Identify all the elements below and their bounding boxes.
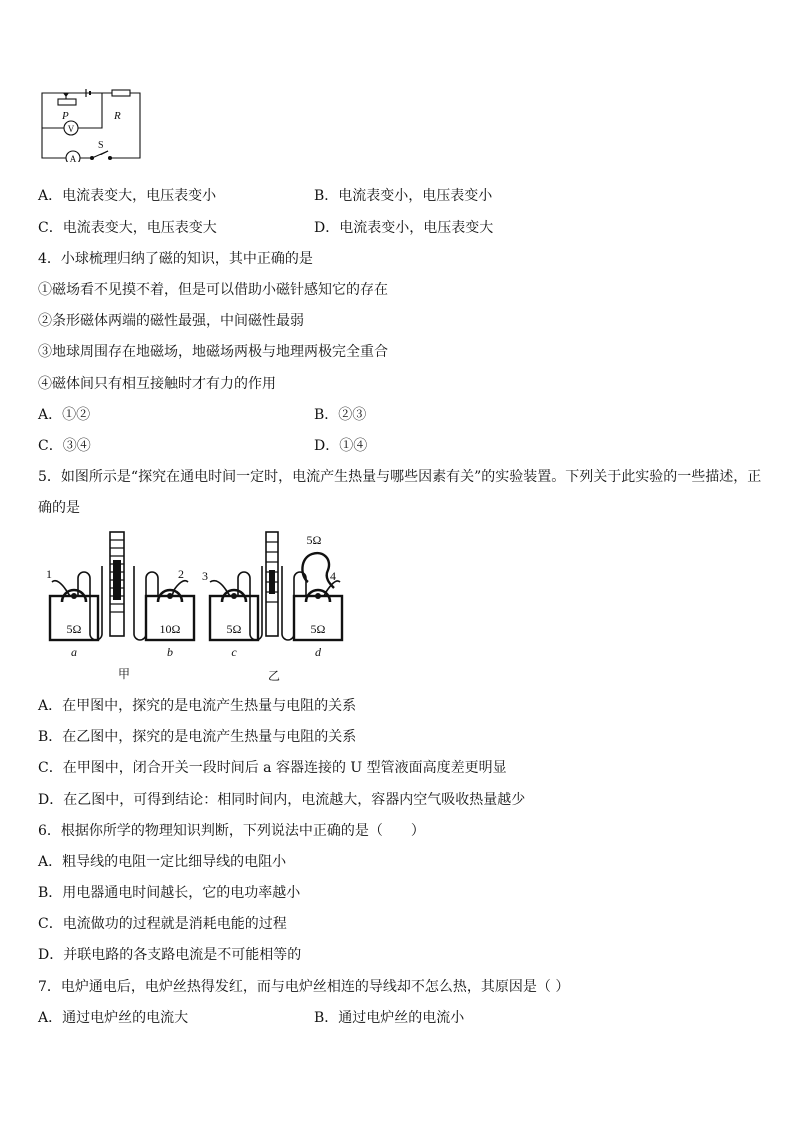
q3-option-a: A．电流表变大，电压表变小 [38,188,217,204]
terminal-4-label: 4 [330,569,336,583]
q7-option-b: B．通过电炉丝的电流小 [314,1010,465,1026]
q6-stem: 6．根据你所学的物理知识判断，下列说法中正确的是（ ） [38,823,425,839]
figure-caption-jia: 甲 [118,667,131,681]
ammeter-label: A [69,154,77,162]
container-b-label: b [167,645,173,659]
q6-option-d: D．并联电路的各支路电流是不可能相等的 [38,947,302,963]
q5-option-c: C．在甲图中，闭合开关一段时间后 a 容器连接的 U 型管液面高度差更明显 [38,760,507,776]
resistor-a-label: 5Ω [66,622,82,636]
heating-experiment-figure [38,530,358,660]
q4-stem: 4．小球梳理归纳了磁的知识，其中正确的是 [38,251,313,267]
q3-option-b: B．电流表变小，电压表变小 [314,188,493,204]
q6-option-c: C．电流做功的过程就是消耗电能的过程 [38,916,287,932]
terminal-3-label: 3 [202,569,208,583]
resistor-external-label: 5Ω [306,533,322,547]
container-a-label: a [71,645,77,659]
q4-statement-1: ①磁场看不见摸不着，但是可以借助小磁针感知它的存在 [38,282,388,298]
q5-stem-line-2: 确的是 [38,500,80,516]
q6-option-a: A．粗导线的电阻一定比细导线的电阻小 [38,854,287,870]
resistor-label: R [114,110,121,122]
q5-option-b: B．在乙图中，探究的是电流产生热量与电阻的关系 [38,729,357,745]
q4-option-a: A．①② [38,407,91,423]
q4-statement-4: ④磁体间只有相互接触时才有力的作用 [38,376,276,392]
figure-caption-yi: 乙 [268,669,281,683]
terminal-1-label: 1 [46,567,52,581]
resistor-d-label: 5Ω [310,622,326,636]
terminal-2-label: 2 [178,567,184,581]
container-c-label: c [231,645,237,659]
rheostat-label: P [62,110,69,122]
resistor-c-label: 5Ω [226,622,242,636]
q4-statement-3: ③地球周围存在地磁场，地磁场两极与地理两极完全重合 [38,344,388,360]
container-d-label: d [315,645,321,659]
q3-option-d: D．电流表变小，电压表变大 [314,220,494,236]
q7-stem: 7．电炉通电后，电炉丝热得发红，而与电炉丝相连的导线却不怎么热，其原因是（ ） [38,979,570,995]
q3-option-c: C．电流表变大，电压表变大 [38,220,217,236]
q7-option-a: A．通过电炉丝的电流大 [38,1010,189,1026]
q4-option-b: B．②③ [314,407,367,423]
q6-option-b: B．用电器通电时间越长，它的电功率越小 [38,885,301,901]
q4-statement-2: ②条形磁体两端的磁性最强，中间磁性最弱 [38,313,304,329]
q4-option-d: D．①④ [314,438,368,454]
q5-stem-line-1: 5．如图所示是“探究在通电时间一定时，电流产生热量与哪些因素有关”的实验装置。下列关于此实验的一些描述，正 [38,469,762,485]
switch-label: S [98,140,104,151]
resistor-b-label: 10Ω [159,622,181,636]
q4-option-c: C．③④ [38,438,91,454]
q5-option-d: D．在乙图中，可得到结论：相同时间内，电流越大，容器内空气吸收热量越少 [38,792,526,808]
voltmeter-label: V [67,124,75,134]
circuit-diagram [36,88,146,162]
q5-option-a: A．在甲图中，探究的是电流产生热量与电阻的关系 [38,698,357,714]
